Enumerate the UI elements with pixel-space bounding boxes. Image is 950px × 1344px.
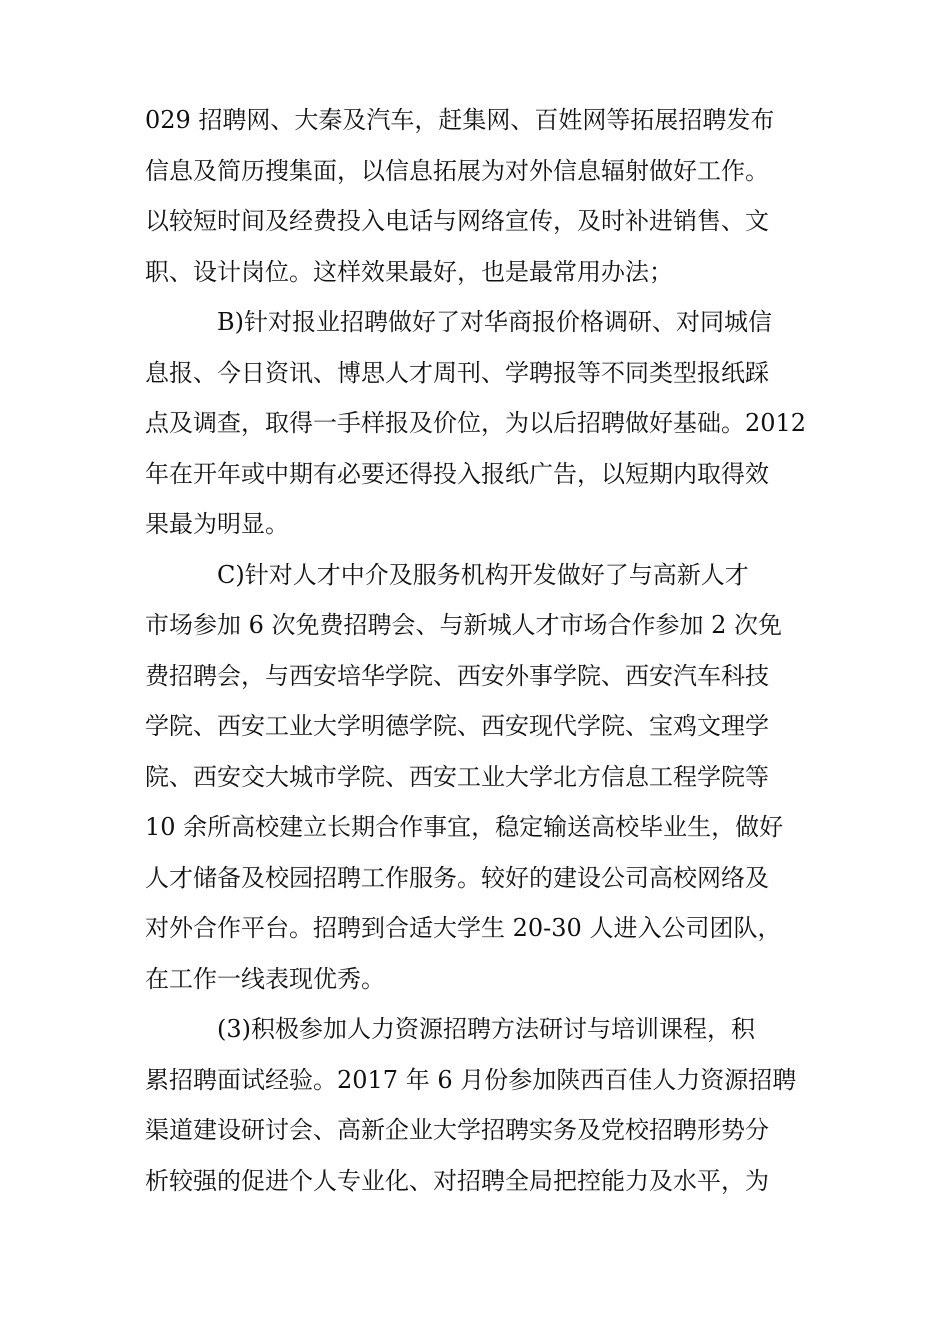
text-line: 息报、今日资讯、博思人才周刊、学聘报等不同类型报纸踩 [145, 358, 769, 387]
document-body [145, 95, 810, 1206]
text-line: C)针对人才中介及服务机构开发做好了与高新人才 [217, 560, 749, 589]
text-line: 累招聘面试经验。2017 年 6 月份参加陕西百佳人力资源招聘 [145, 1065, 797, 1094]
text-line: 费招聘会，与西安培华学院、西安外事学院、西安汽车科技 [145, 661, 769, 690]
text-line: 果最为明显。 [145, 510, 289, 538]
paragraph [145, 95, 810, 297]
text-line: B)针对报业招聘做好了对华商报价格调研、对同城信 [217, 308, 772, 336]
text-line: 以较短时间及经费投入电话与网络宣传，及时补进销售、文 [145, 207, 769, 235]
text-line: 在工作一线表现优秀。 [145, 964, 385, 993]
text-line: (3)积极参加人力资源招聘方法研讨与培训课程，积 [217, 1015, 755, 1043]
text-line: 信息及简历搜集面，以信息拓展为对外信息辐射做好工作。 [145, 156, 769, 185]
text-line: 院、西安交大城市学院、西安工业大学北方信息工程学院等 [145, 762, 769, 791]
text-line: 职、设计岗位。这样效果最好，也是最常用办法； [145, 257, 673, 286]
text-line: 年在开年或中期有必要还得投入报纸广告，以短期内取得效 [145, 459, 769, 488]
text-line: 人才储备及校园招聘工作服务。较好的建设公司高校网络及 [145, 863, 769, 892]
text-line: 学院、西安工业大学明德学院、西安现代学院、宝鸡文理学 [145, 712, 769, 740]
text-line: 对外合作平台。招聘到合适大学生 20-30 人进入公司团队， [145, 914, 782, 942]
text-line: 029 招聘网、大秦及汽车，赶集网、百姓网等拓展招聘发布 [145, 106, 775, 134]
paragraph [145, 297, 810, 550]
text-line: 渠道建设研讨会、高新企业大学招聘实务及党校招聘形势分 [145, 1116, 769, 1144]
text-line: 点及调查，取得一手样报及价位，为以后招聘做好基础。2012 [145, 409, 807, 437]
text-line: 10 余所高校建立长期合作事宜，稳定输送高校毕业生，做好 [145, 813, 784, 841]
text-line: 析较强的促进个人专业化、对招聘全局把控能力及水平，为 [145, 1166, 769, 1195]
paragraph [145, 1004, 810, 1206]
text-line: 市场参加 6 次免费招聘会、与新城人才市场合作参加 2 次免 [145, 611, 783, 639]
paragraph [145, 550, 810, 1005]
